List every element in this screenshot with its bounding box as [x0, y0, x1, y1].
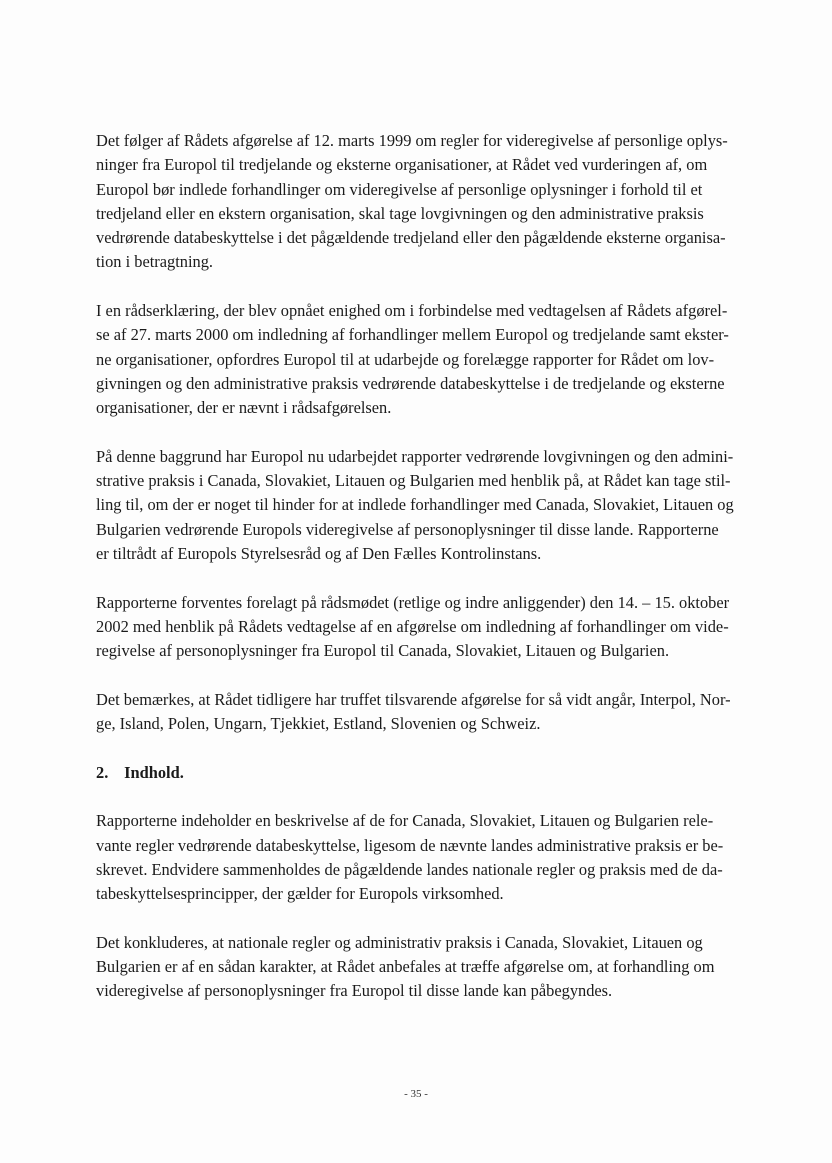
- paragraph-report-contents: Rapporterne indeholder en beskrivelse af de for Canada, Slovakiet, Litauen og Bulgarien rele- vante regler vedrørende databeskyttelse, ligesom de nævnte landes administrative praksis er be- skrevet. Endvidere sammenholdes de pågældende landes nationale regler og praksis med de da- tabeskyttelsesprincipper, der gælder for Europols virksomhed.: [96, 811, 724, 904]
- paragraph-council-meeting: Rapporterne forventes forelagt på rådsmødet (retlige og indre anliggender) den 14. – 15. oktober 2002 med henblik på Rådets vedtagelse af en afgørelse om indledning af forhandlinger om vide- regivelse af personoplysninger fra Europol til Canada, Slovakiet, Litauen og Bulgarien.: [96, 592, 730, 661]
- paragraph-europol-reports: På denne baggrund har Europol nu udarbejdet rapporter vedrørende lovgivningen og den admini- strative praksis i Canada, Slovakiet, Litauen og Bulgarien med henblik på, at Rådet kan tage stil- ling til, om der er noget til hinder for at indlede forhandlinger med Canada, Slovakiet, Litauen og Bulgarien vedrørende Europols videregivelse af personoplysninger til disse lande. Rapporterne er tiltrådt af Europols Styrelsesråd og af Den Fælles Kontrolinstans.: [96, 446, 734, 564]
- paragraph-council-decision-1999: Det følger af Rådets afgørelse af 12. marts 1999 om regler for videregivelse af personlige oplys- ninger fra Europol til tredjelande og eksterne organisationer, at Rådet ved vurderingen af, om Europol bør indlede forhandlinger om videregivelse af personlige oplysninger i forhold til et tredjeland eller en ekstern organisation, skal tage lovgivningen og den administrative praksis vedrørende databeskyttelse i det pågældende tredjeland eller den pågældende eksterne organisa- tion i betragtning.: [96, 131, 728, 272]
- section-title: Indhold.: [124, 762, 184, 782]
- paragraph-conclusion: Det konkluderes, at nationale regler og administrativ praksis i Canada, Slovakiet, Litauen og Bulgarien er af en sådan karakter, at Rådet anbefales at træffe afgørelse om, at forhandling om videregivelse af personoplysninger fra Europol til disse lande kan påbegyndes.: [96, 932, 715, 1001]
- document-body: [96, 129, 752, 1004]
- paragraph-council-declaration-2000: I en rådserklæring, der blev opnået enighed om i forbindelse med vedtagelsen af Rådets afgørel- se af 27. marts 2000 om indledning af forhandlinger mellem Europol og tredjelande samt ekster- ne organisationer, opfordres Europol til at udarbejde og forelægge rapporter for Rådet om lov- givningen og den administrative praksis vedrørende databeskyttelse i de tredjelande og eksterne organisationer, der er nævnt i rådsafgørelsen.: [96, 301, 729, 418]
- section-number: 2.: [96, 762, 109, 782]
- paragraph-previous-decisions: Det bemærkes, at Rådet tidligere har truffet tilsvarende afgørelse for så vidt angår, Interpol, Nor- ge, Island, Polen, Ungarn, Tjekkiet, Estland, Slovenien og Schweiz.: [96, 689, 731, 734]
- section-heading: [96, 761, 752, 785]
- page-number: - 35 -: [404, 1088, 428, 1100]
